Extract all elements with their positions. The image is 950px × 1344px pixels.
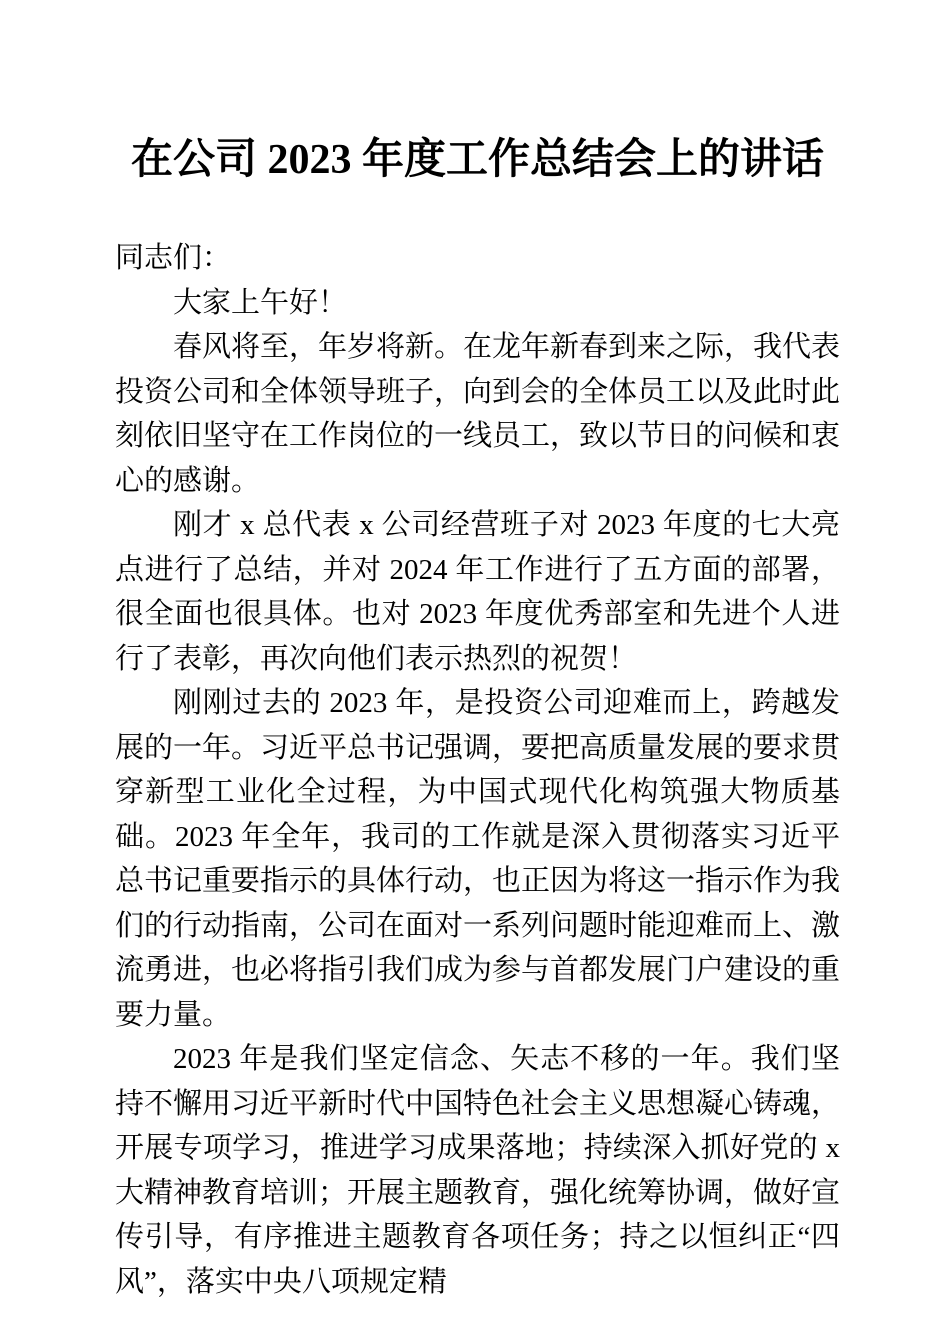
paragraph-summary-remarks: 刚才 x 总代表 x 公司经营班子对 2023 年度的七大亮点进行了总结，并对 2024 年工作进行了五方面的部署，很全面也很具体。也对 2023 年度优秀部室和先进个人进行了表彰，再次向他们表示热烈的祝贺！ — [115, 509, 840, 675]
document-body — [115, 236, 840, 1304]
paragraph-2023-achievements: 2023 年是我们坚定信念、矢志不移的一年。我们坚持不懈用习近平新时代中国特色社会主义思想凝心铸魂，开展专项学习，推进学习成果落地；持续深入抓好党的 x 大精神教育培训；开展主题教育，强化统筹协调，做好宣传引导，有序推进主题教育各项任务；持之以恒纠正“四风”，落实中央八项规定精 — [115, 1043, 841, 1298]
paragraph-salutation: 同志们： — [115, 242, 232, 274]
paragraph-new-year-wishes: 春风将至，年岁将新。在龙年新春到来之际，我代表投资公司和全体领导班子，向到会的全体员工以及此时此刻依旧坚守在工作岗位的一线员工，致以节日的问候和衷心的感谢。 — [115, 331, 841, 497]
page-title: 在公司 2023 年度工作总结会上的讲话 — [130, 137, 824, 183]
paragraph-2023-review: 刚刚过去的 2023 年，是投资公司迎难而上，跨越发展的一年。习近平总书记强调，要把高质量发展的要求贯穿新型工业化全过程，为中国式现代化构筑强大物质基础。2023 年全年，我司的工作就是深入贯彻落实习近平总书记重要指示的具体行动，也正因为将这一指示作为我们的行动指南，公司在面对一系列问题时能迎难而上、激流勇进，也必将指引我们成为参与首都发展门户建设的重要力量。 — [115, 687, 841, 1031]
paragraph-greeting: 大家上午好！ — [173, 286, 348, 319]
